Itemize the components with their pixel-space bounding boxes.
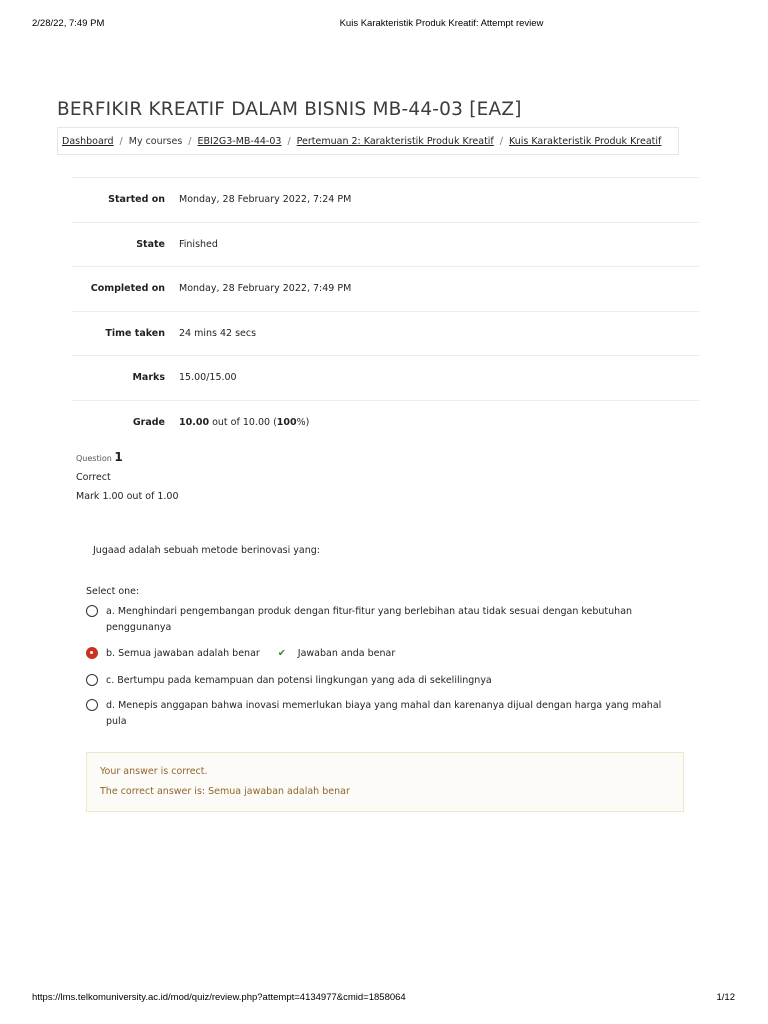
breadcrumb-course[interactable]: EBI2G3-MB-44-03 [197,135,282,147]
breadcrumb-section[interactable]: Pertemuan 2: Karakteristik Produk Kreatif [296,135,494,147]
page-title: BERFIKIR KREATIF DALAM BISNIS MB-44-03 [EAZ] [57,99,522,120]
answer-option-label: d. Menepis anggapan bahwa inovasi memerlukan biaya yang mahal dan karenanya dijual dengan harga yang mahal pula [106,700,662,727]
print-url: https://lms.telkomuniversity.ac.id/mod/quiz/review.php?attempt=4134977&cmid=1858064 [32,992,406,1003]
correct-feedback-text: Jawaban anda benar [297,648,396,659]
answer-option-a[interactable] [86,604,666,636]
summary-value: 24 mins 42 secs [179,327,257,339]
summary-row-started [72,178,699,223]
summary-value [179,417,309,428]
summary-row-state [72,223,699,268]
answer-feedback-box [86,752,684,812]
breadcrumb-dashboard[interactable]: Dashboard [62,135,114,147]
feedback-correct: Your answer is correct. [100,766,208,777]
summary-value: Monday, 28 February 2022, 7:49 PM [179,283,352,295]
feedback-correct-answer: The correct answer is: Semua jawaban adalah benar [100,786,350,797]
summary-value: Monday, 28 February 2022, 7:24 PM [179,194,352,206]
radio-button-selected[interactable] [86,647,98,659]
question-state: Correct [76,472,111,483]
summary-row-grade [72,401,699,445]
check-icon: ✔ [277,648,286,659]
attempt-summary-table [72,177,699,444]
radio-button[interactable] [86,699,98,711]
radio-button[interactable] [86,605,98,617]
breadcrumb-my-courses: My courses [128,135,183,147]
question-info [76,450,179,502]
question-number [76,450,179,464]
grade-percent: 100 [276,416,297,428]
breadcrumb-quiz[interactable]: Kuis Karakteristik Produk Kreatif [508,135,662,147]
breadcrumb [57,127,679,155]
answer-option-d[interactable] [86,698,666,730]
grade-value: 10.00 [179,416,210,428]
answer-option-c[interactable] [86,673,666,689]
summary-label: Started on [108,194,165,206]
summary-label: State [136,238,165,250]
summary-value: Finished [179,238,218,250]
grade-mid: out of 10.00 ( [212,416,277,428]
print-page-number: 1/12 [716,992,735,1003]
breadcrumb-separator: / [287,135,291,147]
select-one-prompt: Select one: [86,586,140,597]
summary-label: Completed on [90,283,165,295]
radio-button[interactable] [86,674,98,686]
correct-feedback [278,646,395,662]
question-text: Jugaad adalah sebuah metode berinovasi yang: [93,545,320,556]
summary-row-completed [72,267,699,312]
summary-label: Time taken [105,327,165,339]
question-label: Question [76,454,112,463]
grade-end: %) [296,416,310,428]
breadcrumb-separator: / [499,135,503,147]
breadcrumb-separator: / [119,135,123,147]
answer-option-b[interactable] [86,646,395,662]
breadcrumb-separator: / [188,135,192,147]
summary-row-marks [72,356,699,401]
question-number-value: 1 [114,450,123,464]
question-mark: Mark 1.00 out of 1.00 [76,491,179,502]
answer-option-label: b. Semua jawaban adalah benar [106,648,260,659]
summary-label: Marks [132,372,165,384]
summary-row-time-taken [72,312,699,357]
answer-option-label: c. Bertumpu pada kemampuan dan potensi lingkungan yang ada di sekelilingnya [106,675,492,686]
answer-option-label: a. Menghindari pengembangan produk dengan fitur-fitur yang berlebihan atau tidak sesuai dengan kebutuhan penggunanya [106,606,633,633]
print-title: Kuis Karakteristik Produk Kreatif: Attempt review [339,18,544,29]
print-date: 2/28/22, 7:49 PM [32,18,105,29]
summary-value: 15.00/15.00 [179,372,237,384]
summary-label: Grade [132,416,165,428]
